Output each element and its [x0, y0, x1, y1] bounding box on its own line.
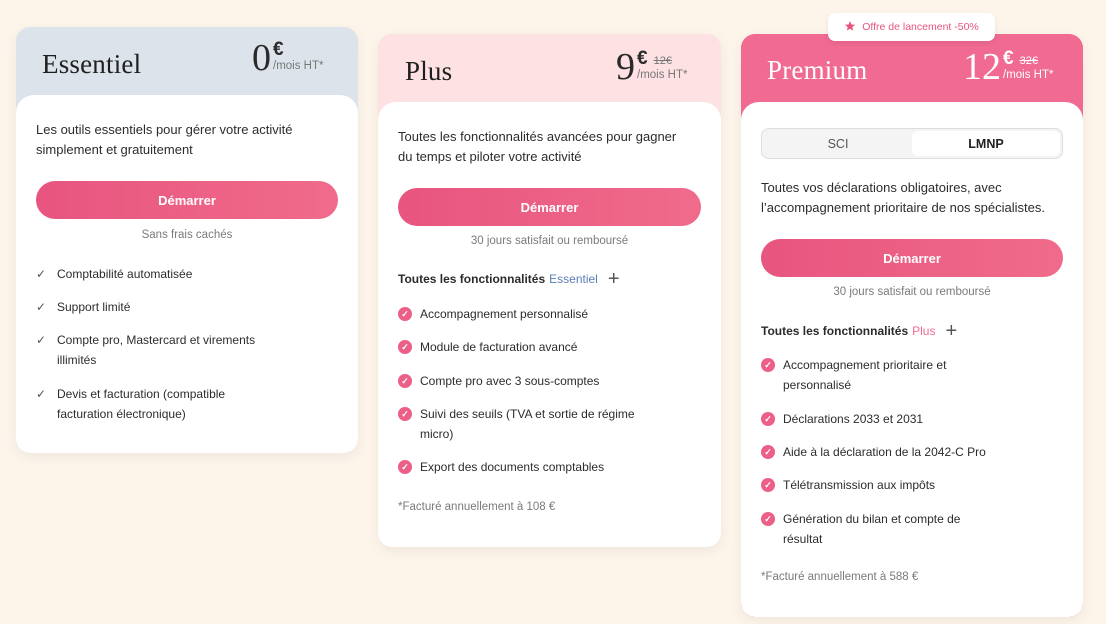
old-price: 32€ — [1019, 55, 1038, 67]
features-plan-link: Essentiel — [549, 272, 598, 286]
features-toggle[interactable]: Toutes les fonctionnalités Plus + — [761, 320, 958, 342]
plan-body — [378, 102, 721, 547]
property-type-toggle — [761, 128, 1063, 159]
feature-item: ✓ Accompagnement prioritaire et personnalisé — [761, 355, 946, 395]
plan-body — [16, 95, 358, 453]
check-icon: ✓ — [36, 333, 47, 347]
feature-item: ✓ Module de facturation avancé — [398, 337, 577, 357]
star-icon — [844, 20, 856, 35]
feature-item: ✓ Devis et facturation (compatible facturation électronique) — [36, 384, 225, 424]
check-icon: ✓ — [36, 387, 47, 401]
plan-name: Essentiel — [42, 49, 142, 79]
start-button[interactable]: Démarrer — [398, 188, 701, 226]
check-circle-icon: ✓ — [761, 412, 775, 426]
features-plan-link: Plus — [912, 324, 936, 338]
plan-name: Plus — [405, 56, 453, 86]
plan-description: Toutes les fonctionnalités avancées pour gagner du temps et piloter votre activité — [398, 129, 677, 164]
check-circle-icon: ✓ — [398, 340, 412, 354]
cta-note: 30 jours satisfait ou remboursé — [833, 286, 991, 298]
feature-item: ✓ Support limité — [36, 297, 130, 317]
check-circle-icon: ✓ — [761, 512, 775, 526]
plan-price — [963, 46, 1054, 88]
plan-card-essentiel — [16, 27, 358, 453]
old-price: 12€ — [653, 55, 672, 67]
plan-name: Premium — [767, 55, 868, 85]
billing-footnote: *Facturé annuellement à 588 € — [761, 571, 919, 583]
feature-item: ✓ Génération du bilan et compte de résultat — [761, 509, 960, 549]
cta-note: 30 jours satisfait ou remboursé — [470, 235, 629, 247]
price-amount: 12 — [963, 46, 1001, 88]
plan-description: Toutes vos déclarations obligatoires, avec l’accompagnement prioritaire de nos spécialistes. — [761, 180, 1045, 215]
feature-item: ✓ Suivi des seuils (TVA et sortie de régime micro) — [398, 404, 635, 444]
feature-item: ✓ Accompagnement personnalisé — [398, 304, 588, 324]
check-circle-icon: ✓ — [398, 307, 412, 321]
check-circle-icon: ✓ — [398, 374, 412, 388]
toggle-option-lmnp[interactable]: LMNP — [912, 131, 1060, 156]
plan-card-plus — [378, 34, 721, 547]
plus-icon[interactable]: + — [945, 320, 958, 342]
plan-header — [16, 27, 358, 97]
check-circle-icon: ✓ — [761, 478, 775, 492]
plus-icon[interactable]: + — [607, 268, 620, 290]
feature-item: ✓ Déclarations 2033 et 2031 — [761, 409, 923, 429]
plan-price — [252, 37, 324, 79]
feature-item: ✓ Compte pro avec 3 sous-comptes — [398, 371, 599, 391]
check-icon: ✓ — [36, 267, 47, 281]
price-period: /mois HT* — [273, 60, 324, 72]
plan-header — [378, 34, 721, 104]
feature-item: ✓ Télétransmission aux impôts — [761, 475, 935, 495]
plan-header — [741, 34, 1083, 104]
price-period: /mois HT* — [1003, 69, 1054, 81]
currency: € — [273, 39, 284, 60]
feature-item: ✓ Comptabilité automatisée — [36, 264, 192, 284]
feature-item: ✓ Aide à la déclaration de la 2042-C Pro — [761, 442, 986, 462]
feature-item: ✓ Export des documents comptables — [398, 457, 604, 477]
check-circle-icon: ✓ — [761, 358, 775, 372]
price-period: /mois HT* — [637, 69, 688, 81]
launch-offer-badge — [828, 13, 995, 41]
badge-label: Offre de lancement -50% — [862, 21, 979, 33]
price-amount: 9 — [616, 46, 635, 88]
currency: € — [637, 48, 648, 69]
cta-note: Sans frais cachés — [141, 229, 233, 241]
start-button[interactable]: Démarrer — [36, 181, 338, 219]
plan-card-premium — [741, 34, 1083, 617]
feature-item: ✓ Compte pro, Mastercard et virements illimités — [36, 330, 255, 370]
check-icon: ✓ — [36, 300, 47, 314]
start-button[interactable]: Démarrer — [761, 239, 1063, 277]
plan-body — [741, 102, 1083, 617]
features-toggle[interactable]: Toutes les fonctionnalités Essentiel + — [398, 268, 620, 290]
currency: € — [1003, 48, 1014, 69]
toggle-option-sci[interactable]: SCI — [827, 136, 849, 151]
plan-price — [616, 46, 688, 88]
price-amount: 0 — [252, 37, 271, 79]
check-circle-icon: ✓ — [761, 445, 775, 459]
check-circle-icon: ✓ — [398, 460, 412, 474]
check-circle-icon: ✓ — [398, 407, 412, 421]
plan-description: Les outils essentiels pour gérer votre activité simplement et gratuitement — [36, 122, 293, 157]
billing-footnote: *Facturé annuellement à 108 € — [398, 501, 556, 513]
